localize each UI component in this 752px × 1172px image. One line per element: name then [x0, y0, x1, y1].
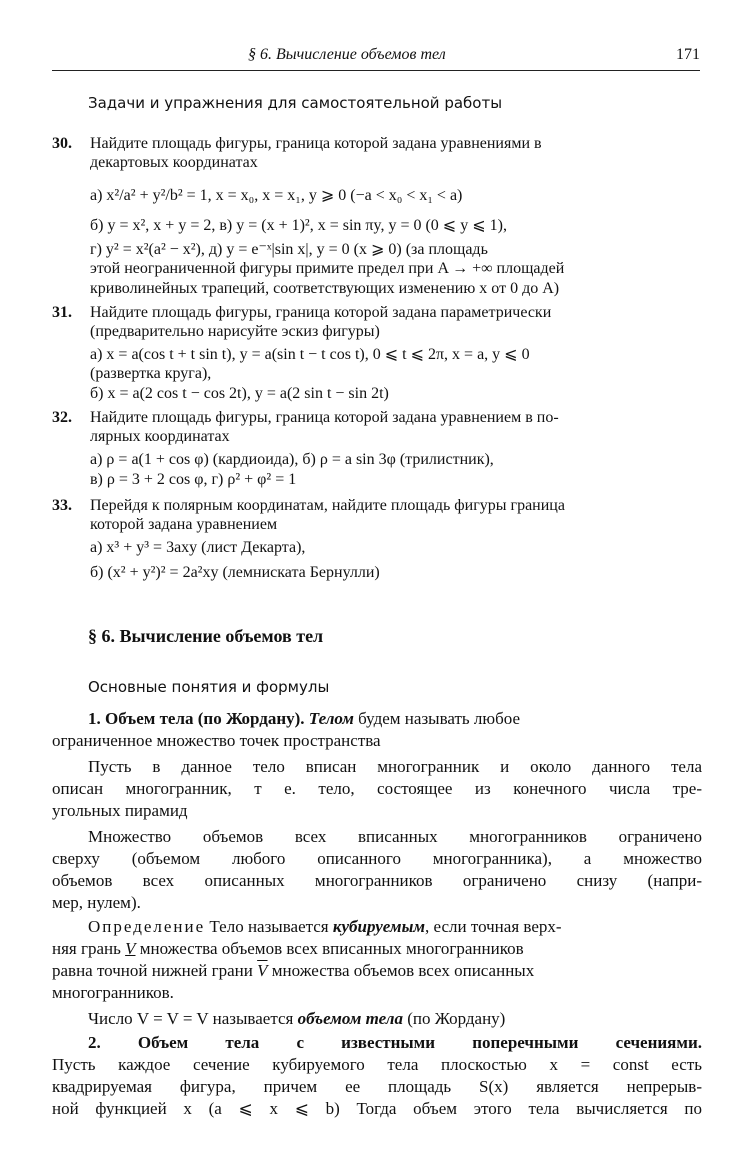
exercise-line: криволинейных трапеций, соответствующих изменению x от 0 до A)	[90, 280, 560, 297]
exercise-line: Найдите площадь фигуры, граница которой задана уравнениями в	[90, 135, 542, 152]
paragraph-text: множества объемов всех вписанных многогранников	[139, 939, 524, 958]
defined-term: объемом тела	[297, 1009, 403, 1028]
exercise-line: Найдите площадь фигуры, граница которой задана уравнением в по-	[90, 409, 559, 426]
exercise-line: а) ρ = a(1 + cos φ) (кардиоида), б) ρ = a sin 3φ (трилистник),	[90, 451, 494, 468]
exercise-line: Перейдя к полярным координатам, найдите площадь фигуры граница	[90, 497, 565, 514]
definition-line	[88, 917, 562, 937]
paragraph-text: равна точной нижней грани	[52, 961, 253, 980]
paragraph-line: ограниченное множество точек пространства	[52, 731, 381, 750]
paragraph-text: (по Жордану)	[407, 1009, 506, 1028]
paragraph-line: мер, нулем).	[52, 893, 141, 912]
exercise-line: (предварительно нарисуйте эскиз фигуры)	[90, 323, 380, 340]
paragraph-line: многогранников.	[52, 983, 174, 1002]
exercise-number: 31.	[52, 304, 72, 321]
section-subheading: Основные понятия и формулы	[88, 678, 330, 696]
exercise-line: Найдите площадь фигуры, граница которой задана параметрически	[90, 304, 552, 321]
exercise-line: которой задана уравнением	[90, 516, 278, 533]
lower-volume-symbol: V	[125, 939, 136, 958]
defined-term: кубируемым	[332, 917, 426, 936]
paragraph-lead: 1. Объем тела (по Жордану).	[88, 709, 305, 728]
definition-line	[52, 939, 524, 959]
paragraph-line: сверху (объемом любого описанного многогранника), а множество	[52, 849, 702, 868]
exercise-line: в) ρ = 3 + 2 cos φ, г) ρ² + φ² = 1	[90, 471, 297, 488]
definition-line	[52, 961, 534, 981]
running-title: § 6. Вычисление объемов тел	[248, 46, 446, 63]
exercise-line: декартовых координатах	[90, 154, 258, 171]
paragraph-text: няя грань	[52, 939, 121, 958]
running-header	[52, 44, 700, 71]
paragraph-line: Множество объемов всех вписанных многогранников ограничено	[88, 827, 702, 846]
paragraph-text: , если точная верх-	[425, 917, 562, 936]
exercise-line: этой неограниченной фигуры примите предел при A → +∞ площадей	[90, 260, 565, 277]
exercise-line: лярных координатах	[90, 428, 230, 445]
exercises-heading: Задачи и упражнения для самостоятельной работы	[88, 94, 503, 112]
upper-volume-symbol: $\overline{V}$	[257, 961, 268, 980]
paragraph-lead: 2. Объем тела с известными поперечными сечениями.	[88, 1033, 702, 1052]
paragraph-line: Пусть в данное тело вписан многогранник и около данного тела	[88, 757, 702, 776]
exercise-line: а) x = a(cos t + t sin t), y = a(sin t − t cos t), 0 ⩽ t ⩽ 2π, x = a, y ⩽ 0	[90, 346, 530, 363]
paragraph-line	[88, 1009, 505, 1029]
exercise-line: а) x³ + y³ = 3axy (лист Декарта),	[90, 539, 306, 556]
exercise-number: 30.	[52, 135, 72, 152]
defined-term: Телом	[308, 709, 354, 728]
section-title: § 6. Вычисление объемов тел	[88, 626, 324, 646]
definition-word: Определение	[88, 917, 206, 936]
exercise-line: б) (x² + y²)² = 2a²xy (лемниската Бернулли)	[90, 564, 380, 581]
paragraph-line	[88, 709, 520, 729]
paragraph-text: множества объемов всех описанных	[271, 961, 535, 980]
paragraph-text: называется	[212, 1009, 294, 1028]
page-number: 171	[676, 46, 700, 63]
exercise-number: 33.	[52, 497, 72, 514]
exercise-number: 32.	[52, 409, 72, 426]
paragraph-line: квадрируемая фигура, причем ее площадь S(x) является непрерыв-	[52, 1077, 702, 1096]
exercise-line: а) x²/a² + y²/b² = 1, x = x₀, x = x₁, y ⩾ 0 (−a < x₀ < x₁ < a)	[90, 187, 463, 204]
paragraph-text: Тело называется	[209, 917, 329, 936]
exercise-line: г) y² = x²(a² − x²), д) y = e⁻ˣ|sin x|, y = 0 (x ⩾ 0) (за площадь	[90, 241, 488, 258]
volume-equation: Число V = V = V	[88, 1009, 209, 1028]
exercise-line: (развертка круга),	[90, 365, 212, 382]
paragraph-line: объемов всех описанных многогранников ограничено снизу (напри-	[52, 871, 702, 890]
exercise-line: б) x = a(2 cos t − cos 2t), y = a(2 sin t − sin 2t)	[90, 385, 389, 402]
paragraph-line: описан многогранник, т е. тело, состоящее из конечного числа тре-	[52, 779, 702, 798]
exercise-line: б) y = x², x + y = 2, в) y = (x + 1)², x = sin πy, y = 0 (0 ⩽ y ⩽ 1),	[90, 217, 507, 234]
paragraph-line: угольных пирамид	[52, 801, 188, 820]
paragraph-line: Пусть каждое сечение кубируемого тела плоскостью x = const есть	[52, 1055, 702, 1074]
paragraph-text: будем называть любое	[358, 709, 521, 728]
paragraph-line: ной функцией x (a ⩽ x ⩽ b) Тогда объем этого тела вычисляется по	[52, 1099, 702, 1118]
